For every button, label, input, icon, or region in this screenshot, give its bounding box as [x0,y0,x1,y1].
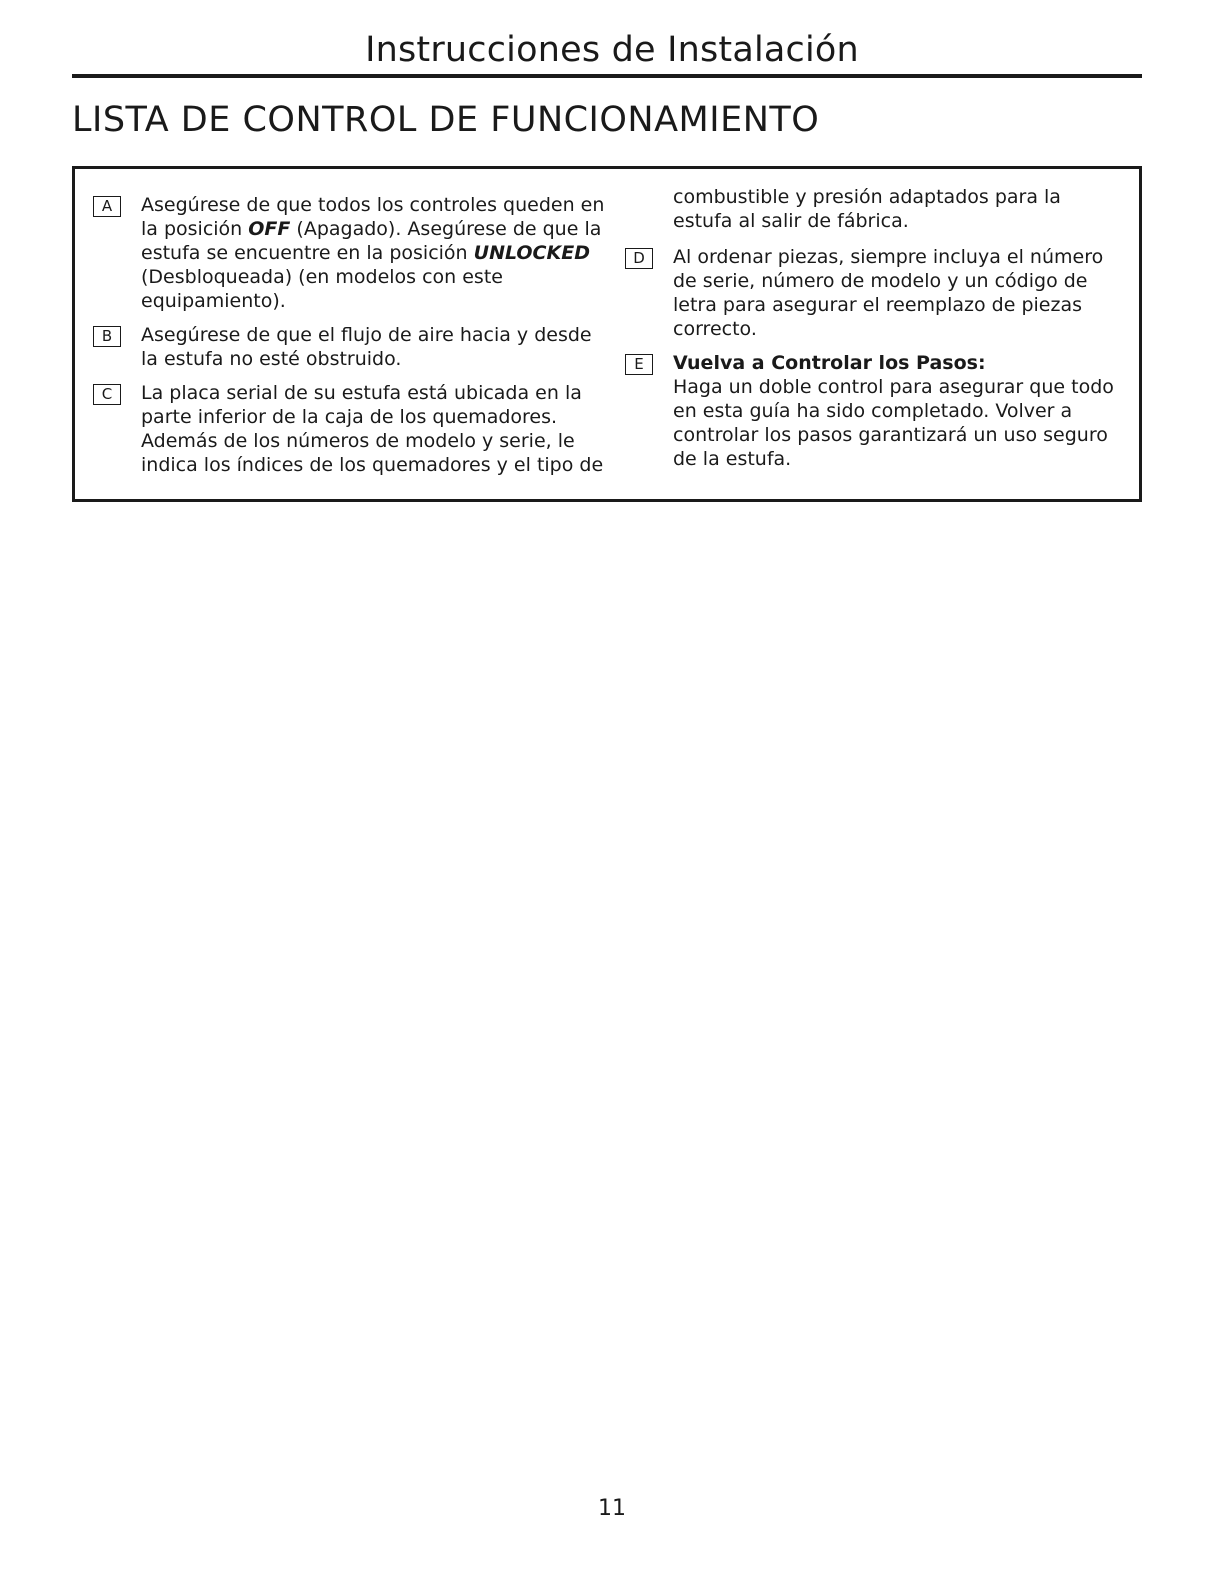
checklist-item-b [93,323,613,371]
item-text: Al ordenar piezas, siempre incluya el número de serie, número de modelo y un código de letra para asegurar el reemplazo de piezas correcto. [673,246,1104,340]
item-text: Haga un doble control para asegurar que todo en esta guía ha sido completado. Volver a controlar los pasos garantizará un uso seguro de la estufa. [673,376,1114,470]
item-text: Asegúrese de que el flujo de aire hacia y desde la estufa no esté obstruido. [141,324,592,370]
item-letter-badge: B [93,326,121,347]
checklist-right-column [625,185,1125,481]
checklist-item-d [625,245,1125,341]
page-number: 11 [598,1496,626,1521]
checklist-box [72,166,1142,502]
checklist-left-column [93,193,613,487]
page-header-title: Instrucciones de Instalación [365,30,859,70]
checklist-item-c-continuation: combustible y presión adaptados para la estufa al salir de fábrica. [673,186,1061,232]
item-emphasis: OFF [248,218,291,240]
header-divider [72,74,1142,78]
item-emphasis: UNLOCKED [473,242,590,264]
item-text: (Apagado). Asegúrese de que la estufa se encuentre en la posición [141,218,602,264]
item-text: La placa serial de su estufa está ubicada en la parte inferior de la caja de los quemadores. Además de los números de modelo y serie, le indica los índices de los quemadores y el tipo de [141,382,604,476]
checklist-item-c [93,381,613,477]
section-title: LISTA DE CONTROL DE FUNCIONAMIENTO [72,100,820,140]
item-letter-badge: E [625,354,653,375]
item-heading: Vuelva a Controlar los Pasos: [673,352,986,374]
item-letter-badge: A [93,196,121,217]
item-letter-badge: D [625,248,653,269]
item-text: Asegúrese de que todos los controles queden en la posición [141,194,605,240]
checklist-item-e [625,351,1125,471]
item-letter-badge: C [93,384,121,405]
checklist-item-a [93,193,613,313]
item-text: (Desbloqueada) (en modelos con este equipamiento). [141,266,503,312]
